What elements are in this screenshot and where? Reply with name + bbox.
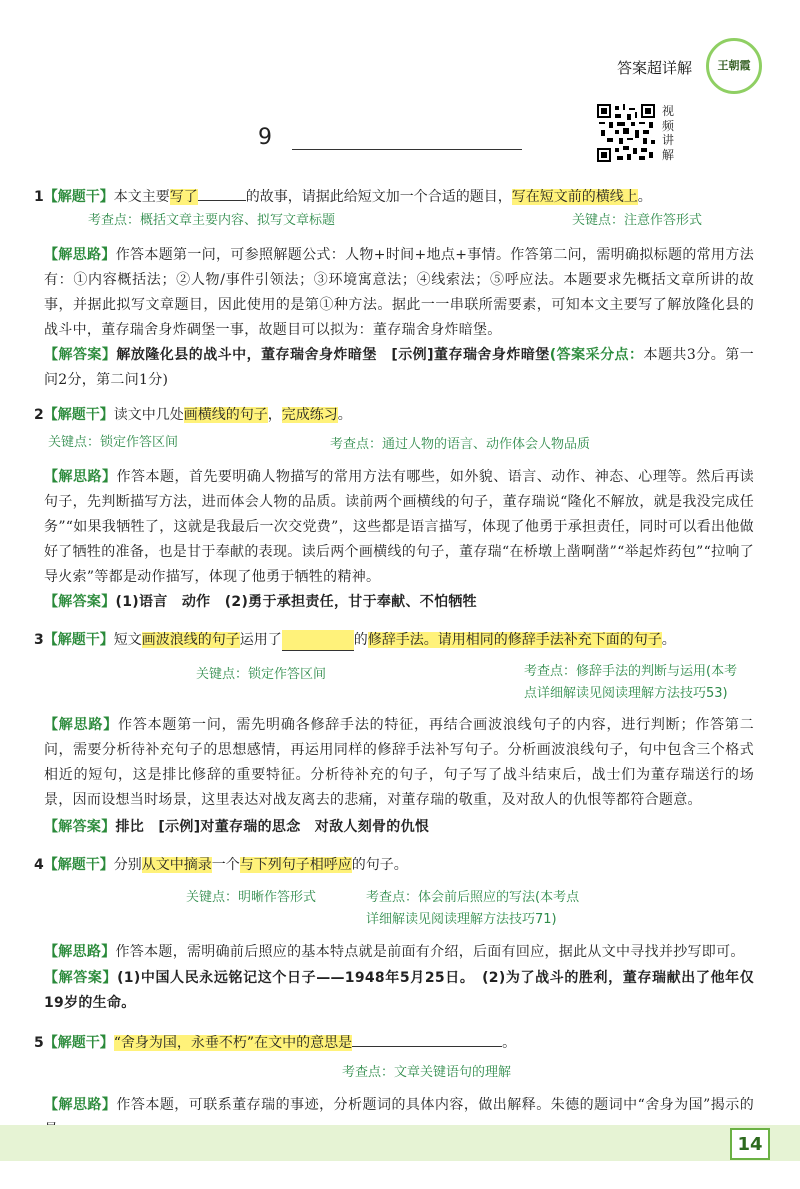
q5-idea: 【解思路】作答本题，可联系董存瑞的事迹，分析题词的具体内容，做出解释。朱德的题词中“舍身为国”揭示的 [44, 1097, 755, 1113]
q3-idea: 【解思路】作答本题第一问，需先明确各修辞手法的特征，再结合画波浪线句子的内容，进行判断；作答第二问，需要分析待补充句子的思想感情，再运用同样的修辞手法补写句子。分析画波浪线句子，句中包含三个格式相近的短句，这是排比修辞的重要特征。分析待补充的句子，句子写了战斗结束后，战士们为董存瑞送行的场景，因而设想当时场景，这里表达对战友离去的悲痛，对董存瑞的敬重，及对敌人的仇恨等都符合题意。 [44, 717, 754, 808]
header-title: 答案超详解 [616, 59, 692, 77]
title-answer-line [292, 149, 522, 150]
q4-note-2a: 考查点：体会前后照应的写法(本考点 [366, 890, 580, 905]
q3-answer: 【解答案】排比 [示例]对董存瑞的思念 对敌人刻骨的仇恨 [44, 819, 430, 835]
q2-note-2: 考查点：通过人物的语言、动作体会人物品质 [330, 437, 591, 452]
page-number: 14 [730, 1128, 770, 1160]
q3-note-1: 关键点：锁定作答区间 [196, 667, 327, 682]
q1-note-1: 考查点：概括文章主要内容、拟写文章标题 [88, 213, 336, 228]
q4-stem: 4【解题干】分别从文中摘录一个与下列句子相呼应的句子。 [34, 857, 408, 873]
q1-answer: 【解答案】解放隆化县的战斗中，董存瑞舍身炸暗堡 [示例]董存瑞舍身炸暗堡(答案采分点：本题共3分。第一问2分，第二问1分) [44, 347, 754, 388]
q2-note-1: 关键点：锁定作答区间 [48, 435, 179, 450]
qr-video-label: 视频讲解 [662, 104, 675, 162]
brand-logo [706, 38, 762, 94]
logo-text: 王朝霞 [717, 59, 751, 72]
q5-stem: 5【解题干】“舍身为国，永垂不朽”在文中的意思是 。 [34, 1035, 517, 1051]
q3-stem: 3【解题干】短文画波浪线的句子运用了 的修辞手法。请用相同的修辞手法补充下面的句子。 [34, 630, 676, 651]
q2-idea: 【解思路】作答本题，首先要明确人物描写的常用方法有哪些，如外貌、语言、动作、神态、心理等。然后再读句子，先判断描写方法，进而体会人物的品质。读前两个画横线的句子，董存瑞说“隆化不解放，就是我没完成任务”“如果我牺牲了，这就是我最后一次交党费”，这些都是语言描写，体现了他勇于承担责任，同时可以看出他做好了牺牲的准备，也是甘于奉献的表现。读后两个画横线的句子，董存瑞“在桥墩上凿啊凿”“举起炸药包”“拉响了导火索”等都是动作描写，体现了他勇于牺牲的精神。 [44, 469, 754, 585]
qr-code-icon[interactable] [597, 104, 655, 162]
q1-idea: 【解思路】作答本题第一问，可参照解题公式：人物+时间+地点+事情。作答第二问，需明确拟标题的常用方法有：①内容概括法；②人物/事件引领法；③环境寓意法；④线索法；⑤呼应法。本题要求先概括文章所讲的故事，并据此拟写文章题目，因此使用的是第①种方法。据此一一串联所需要素，可知本文主要写了解放隆化县的战斗中，董存瑞舍身炸碉堡一事，故题目可以拟为：董存瑞舍身炸暗堡。 [44, 247, 754, 338]
q2-stem: 2【解题干】读文中几处画横线的句子，完成练习。 [34, 407, 352, 423]
q1-stem: 1【解题干】本文主要写了 的故事，请据此给短文加一个合适的题目，写在短文前的横线上。 [34, 189, 652, 205]
q4-note-2b: 详细解读见阅读理解方法技巧71) [366, 912, 557, 927]
q4-note-1: 关键点：明晰作答形式 [186, 890, 317, 905]
q3-note-2b: 点详细解读见阅读理解方法技巧53) [524, 686, 728, 701]
q1-note-2: 关键点：注意作答形式 [572, 213, 703, 228]
q1-blank [198, 200, 246, 201]
footer-band [0, 1125, 800, 1161]
q2-answer: 【解答案】(1)语言 动作 (2)勇于承担责任，甘于奉献、不怕牺牲 [44, 594, 477, 610]
q4-idea: 【解思路】作答本题，需明确前后照应的基本特点就是前面有介绍，后面有回应，据此从文中寻找并抄写即可。 [44, 944, 745, 960]
q3-note-2a: 考查点：修辞手法的判断与运用(本考 [524, 664, 738, 679]
q4-answer: 【解答案】(1)中国人民永远铭记这个日子——1948年5月25日。 (2)为了战斗的胜利，董存瑞献出了他年仅19岁的生命。 [44, 970, 754, 1011]
q5-blank [352, 1046, 502, 1047]
q5-note-1: 考查点：文章关键语句的理解 [342, 1065, 512, 1080]
question-number: 9 [258, 125, 272, 150]
q3-blank [282, 630, 354, 651]
